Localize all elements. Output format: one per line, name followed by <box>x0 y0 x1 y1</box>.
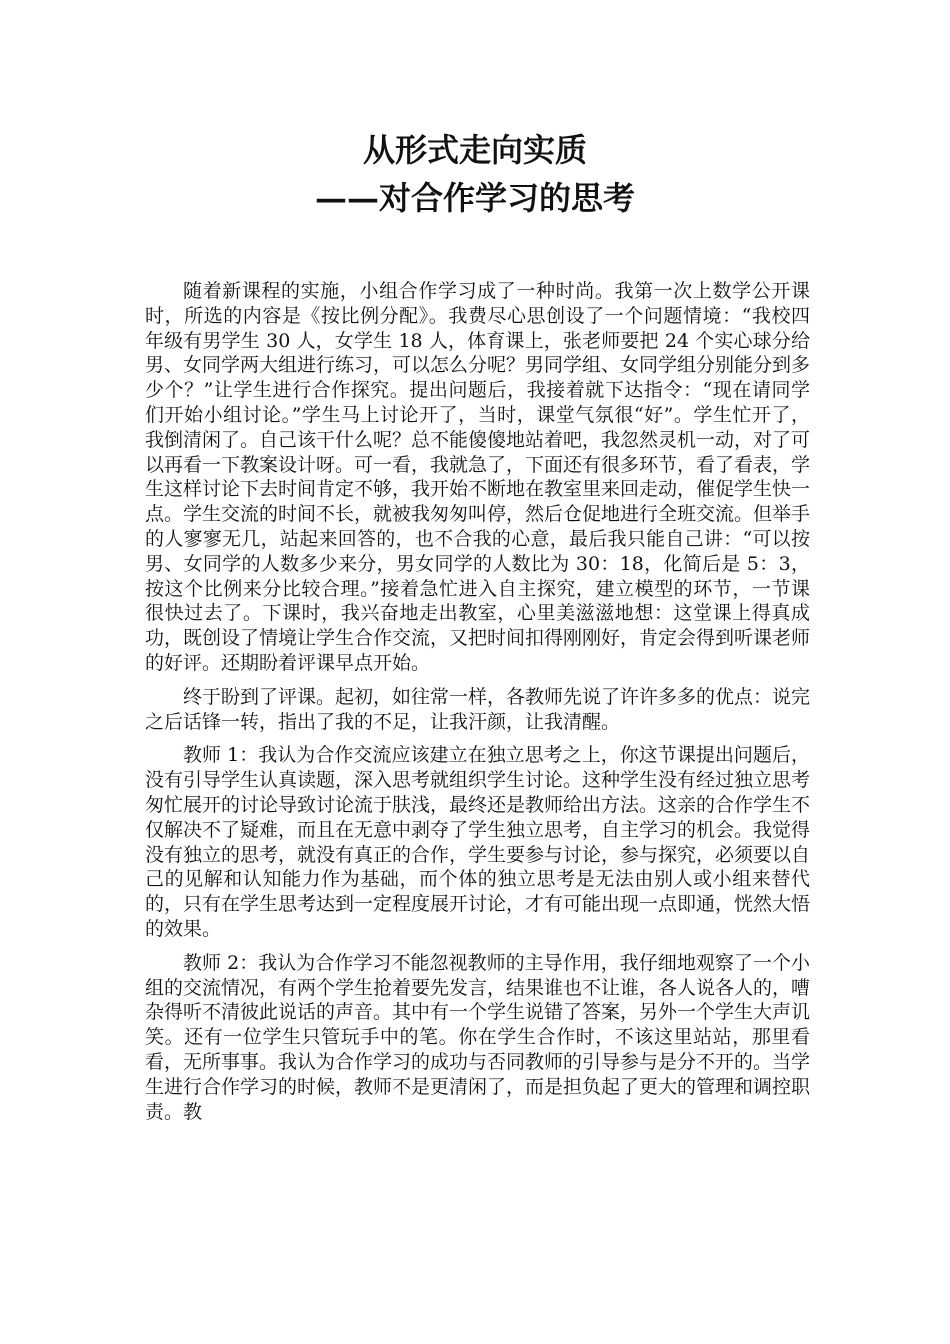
paragraph-1: 随着新课程的实施，小组合作学习成了一种时尚。我第一次上数学公开课时，所选的内容是《按比例分配》。我费尽心思创设了一个问题情境：“我校四年级有男学生 30 人，女学生 18 人，体育课上，张老师要把 24 个实心球分给男、女同学两大组进行练习，可以怎么分呢？男同学组、女同学组分别能分到多少个？”让学生进行合作探究。提出问题后，我接着就下达指令：“现在请同学们开始小组讨论。”学生马上讨论开了，当时，课堂气氛很“好”。学生忙开了，我倒清闲了。自己该干什么呢？总不能傻傻地站着吧，我忽然灵机一动，对了可以再看一下教案设计呀。可一看，我就急了，下面还有很多环节，看了看表，学生这样讨论下去时间肯定不够，我开始不断地在教室里来回走动，催促学生快一点。学生交流的时间不长，就被我匆匆叫停，然后仓促地进行全班交流。但举手的人寥寥无几，站起来回答的，也不合我的心意，最后我只能自己讲：“可以按男、女同学的人数多少来分，男女同学的人数比为 30：18，化简后是 5：3，按这个比例来分比较合理。”接着急忙进入自主探究，建立模型的环节，一节课很快过去了。下课时，我兴奋地走出教室，心里美滋滋地想：这堂课上得真成功，既创设了情境让学生合作交流，又把时间扣得刚刚好，肯定会得到听课老师的好评。还期盼着评课早点开始。 <box>145 280 811 674</box>
document-body <box>145 279 810 1133</box>
document-subtitle: ——对合作学习的思考 <box>314 179 635 217</box>
title-block <box>0 126 950 222</box>
document-title: 从形式走向实质 <box>362 131 587 169</box>
paragraph-3: 教师 1：我认为合作交流应该建立在独立思考之上，你这节课提出问题后，没有引导学生认真读题，深入思考就组织学生讨论。这种学生没有经过独立思考匆忙展开的讨论导致讨论流于肤浅，最终还是教师给出方法。这亲的合作学生不仅解决不了疑难，而且在无意中剥夺了学生独立思考，自主学习的机会。我觉得没有独立的思考，就没有真正的合作，学生要参与讨论，参与探究，必须要以自己的见解和认知能力作为基础，而个体的独立思考是无法由别人或小组来替代的，只有在学生思考达到一定程度展开讨论，才有可能出现一点即通，恍然大悟的效果。 <box>145 744 811 940</box>
paragraph-4: 教师 2：我认为合作学习不能忽视教师的主导作用，我仔细地观察了一个小组的交流情况，有两个学生抢着要先发言，结果谁也不让谁，各人说各人的，嘈杂得听不清彼此说话的声音。其中有一个学生说错了答案，另外一个学生大声讥笑。还有一位学生只管玩手中的笔。你在学生合作时，不该这里站站，那里看看，无所事事。我认为合作学习的成功与否同教师的引导参与是分不开的。当学生进行合作学习的时候，教师不是更清闲了，而是担负起了更大的管理和调控职责。教 <box>145 951 811 1123</box>
paragraph-2: 终于盼到了评课。起初，如往常一样，各教师先说了许许多多的优点：说完之后话锋一转，指出了我的不足，让我汗颜，让我清醒。 <box>145 685 811 733</box>
